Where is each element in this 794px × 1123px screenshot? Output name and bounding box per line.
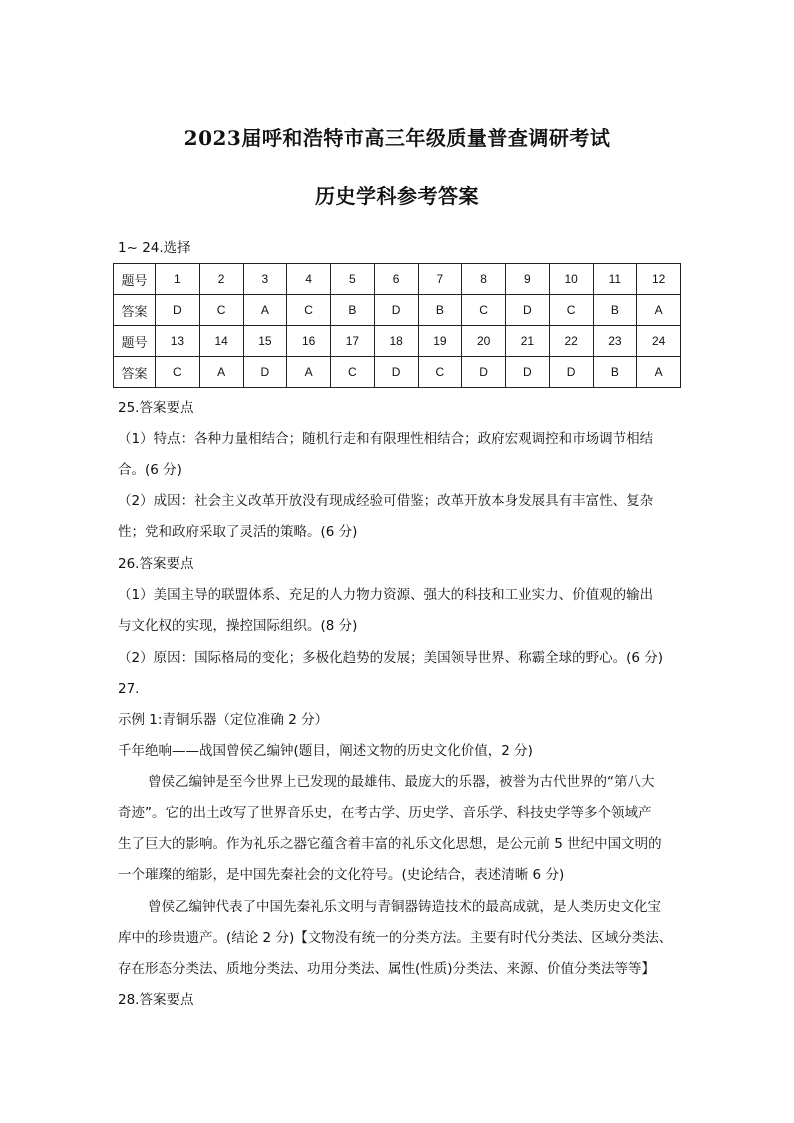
answer-cell: C (331, 357, 375, 388)
question-number-cell: 7 (418, 264, 462, 295)
answer-cell: D (506, 357, 550, 388)
q27-para1-line2: 奇迹”。它的出土改写了世界音乐史，在考古学、历史学、音乐学、科技史学等多个领域产 (118, 805, 652, 821)
question-number-cell: 9 (506, 264, 550, 295)
q25-point2-line2: 性；党和政府采取了灵活的策略。(6 分) (118, 524, 358, 540)
question-number-cell: 4 (287, 264, 331, 295)
q26-heading: 26.答案要点 (118, 556, 194, 572)
q28-heading: 28.答案要点 (118, 992, 194, 1008)
question-number-cell: 10 (549, 264, 593, 295)
row-label-question: 题号 (114, 326, 156, 357)
question-number-cell: 3 (243, 264, 287, 295)
answer-cell: D (156, 295, 200, 326)
answer-cell: C (199, 295, 243, 326)
question-number-cell: 20 (462, 326, 506, 357)
exam-title: 2023届呼和浩特市高三年级质量普查调研考试 (183, 126, 611, 150)
answer-cell: A (243, 295, 287, 326)
answer-cell: D (462, 357, 506, 388)
subject-title: 历史学科参考答案 (315, 184, 479, 208)
question-number-cell: 23 (593, 326, 637, 357)
answer-cell: B (593, 295, 637, 326)
answer-row (114, 357, 681, 388)
answer-cell: C (156, 357, 200, 388)
answer-cell: D (243, 357, 287, 388)
question-number-cell: 5 (331, 264, 375, 295)
q26-point1-line2: 与文化权的实现，操控国际组织。(8 分) (118, 618, 358, 634)
q25-point1-line2: 合。(6 分) (118, 462, 182, 478)
answer-cell: A (199, 357, 243, 388)
answer-cell: A (637, 295, 681, 326)
answer-cell: D (374, 295, 418, 326)
answer-cell: B (418, 295, 462, 326)
question-number-row (114, 326, 681, 357)
question-number-cell: 11 (593, 264, 637, 295)
question-number-cell: 24 (637, 326, 681, 357)
q27-heading: 27. (118, 681, 140, 697)
question-number-cell: 13 (156, 326, 200, 357)
q27-example-label: 示例 1:青铜乐器（定位准确 2 分） (118, 712, 329, 728)
q25-point1-line1: （1）特点：各种力量相结合；随机行走和有限理性相结合；政府宏观调控和市场调节相结 (118, 431, 654, 447)
answer-table (113, 263, 681, 388)
answer-cell: C (418, 357, 462, 388)
answer-cell: C (549, 295, 593, 326)
question-number-cell: 18 (374, 326, 418, 357)
answer-cell: C (462, 295, 506, 326)
question-number-cell: 15 (243, 326, 287, 357)
row-label-question: 题号 (114, 264, 156, 295)
question-number-cell: 22 (549, 326, 593, 357)
question-number-cell: 17 (331, 326, 375, 357)
q25-point2-line1: （2）成因：社会主义改革开放没有现成经验可借鉴；改革开放本身发展具有丰富性、复杂 (118, 493, 654, 509)
q27-para2-line3: 存在形态分类法、质地分类法、功用分类法、属性(性质)分类法、来源、价值分类法等等】 (118, 961, 656, 977)
q27-subtitle: 千年绝响——战国曾侯乙编钟(题目，阐述文物的历史文化价值，2 分) (118, 743, 533, 759)
q27-para1-line1: 曾侯乙编钟是至今世界上已发现的最雄伟、最庞大的乐器，被誉为古代世界的“第八大 (148, 774, 655, 790)
answer-cell: D (374, 357, 418, 388)
choice-section-label: 1~ 24.选择 (118, 240, 191, 256)
answer-cell: D (506, 295, 550, 326)
question-number-cell: 2 (199, 264, 243, 295)
question-number-cell: 14 (199, 326, 243, 357)
answer-row (114, 295, 681, 326)
question-number-cell: 6 (374, 264, 418, 295)
question-number-cell: 21 (506, 326, 550, 357)
answer-cell: C (287, 295, 331, 326)
question-number-row (114, 264, 681, 295)
row-label-answer: 答案 (114, 295, 156, 326)
q27-para2-line2: 库中的珍贵遗产。(结论 2 分)【文物没有统一的分类方法。主要有时代分类法、区域分类法、 (118, 930, 673, 946)
answer-cell: B (593, 357, 637, 388)
question-number-cell: 8 (462, 264, 506, 295)
answer-cell: D (549, 357, 593, 388)
question-number-cell: 16 (287, 326, 331, 357)
q26-point1-line1: （1）美国主导的联盟体系、充足的人力物力资源、强大的科技和工业实力、价值观的输出 (118, 587, 654, 603)
q25-heading: 25.答案要点 (118, 400, 194, 416)
q27-para2-line1: 曾侯乙编钟代表了中国先秦礼乐文明与青铜器铸造技术的最高成就，是人类历史文化宝 (148, 899, 661, 915)
answer-cell: B (331, 295, 375, 326)
question-number-cell: 12 (637, 264, 681, 295)
q27-para1-line4: 一个璀璨的缩影，是中国先秦社会的文化符号。(史论结合，表述清晰 6 分) (118, 867, 565, 883)
q27-para1-line3: 生了巨大的影响。作为礼乐之器它蕴含着丰富的礼乐文化思想，是公元前 5 世纪中国文明的 (118, 836, 662, 852)
q26-point2-line1: （2）原因：国际格局的变化；多极化趋势的发展；美国领导世界、称霸全球的野心。(6 分) (118, 650, 664, 666)
answer-cell: A (287, 357, 331, 388)
row-label-answer: 答案 (114, 357, 156, 388)
question-number-cell: 1 (156, 264, 200, 295)
answer-cell: A (637, 357, 681, 388)
question-number-cell: 19 (418, 326, 462, 357)
